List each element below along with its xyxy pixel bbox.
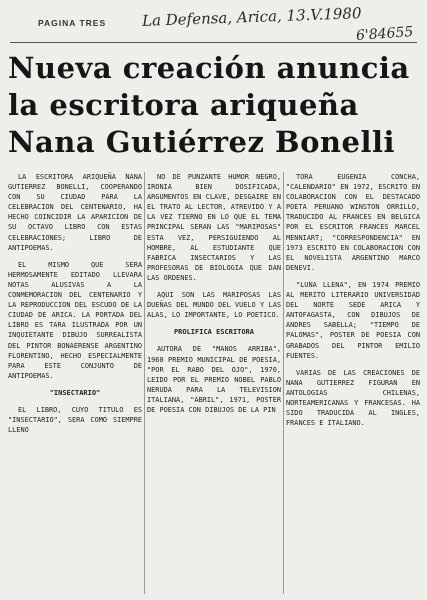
paragraph: VARIAS DE LAS CREACIONES DE NANA GUTIERREZ FIGURAN EN ANTOLOGIAS CHILENAS, NORTEAMERICANAS Y FRANCESAS. HA SIDO TRADUCIDA AL INGLES, FRANCES E ITALIANO. bbox=[286, 368, 420, 428]
paragraph: LA ESCRITORA ARIQUEÑA NANA GUTIERREZ BONELLI, COOPERANDO CON SU CIUDAD PARA LA CELEBRACION DEL CENTENARIO, HA HECHO COINCIDIR LA APARICION DE SU OCTAVO LIBRO CON ESTAS CELEBRACIONES; LIBRO DE ANTIPOEMAS. bbox=[8, 173, 142, 252]
column-2 bbox=[147, 172, 281, 422]
subheading: PROLIFICA ESCRITORA bbox=[173, 328, 255, 337]
headline-line-1: Nueva creación anuncia bbox=[8, 51, 410, 85]
page-label: PAGINA TRES bbox=[38, 18, 107, 28]
column-1 bbox=[8, 172, 142, 442]
paragraph: "LUNA LLENA", EN 1974 PREMIO AL MERITO LITERARIO UNIVERSIDAD DEL NORTE SEDE ARICA Y ANTOFAGASTA, CON DIBUJOS DE ANDRES SABELLA; "TIEMPO DE PALOMAS", POSTER DE POESIA CON GRABADOS DEL PINTOR EMILIO FUENTES. bbox=[286, 280, 420, 360]
paragraph: AUTORA DE "MANOS ARRIBA", 1968 PREMIO MUNICIPAL DE POESIA, "POR EL RABO DEL OJO", 1970, LEIDO POR EL PREMIO NOBEL PABLO NERUDA PARA LA TELEVISION ITALIANA, "ABRIL", 1971, POSTER DE POESIA CON DIBUJOS DE LA PIN bbox=[147, 345, 281, 414]
paragraph: EL LIBRO, CUYO TITULO ES "INSECTARIO", SERA COMO SIEMPRE LLENO bbox=[8, 405, 142, 435]
headline-line-3: Nana Gutiérrez Bonelli bbox=[8, 125, 395, 159]
column-divider bbox=[144, 172, 145, 594]
subheading: "INSECTARIO" bbox=[49, 388, 101, 397]
paragraph: EL MISMO QUE SERA HERMOSAMENTE EDITADO LLEVARA NOTAS ALUSIVAS A LA CONMEMORACION DEL CENTENARIO Y LA REPRODUCCION DEL ESCUDO DE LA CIUDAD DE ARICA. LA PORTADA DEL LIBRO ES TARA ILUSTRADA POR UN INQUIETANTE DIBUJO SURREALISTA DEL PINTOR BONAERENSE ARGENTINO FLORENTINO, HECHO ESPECIALMENTE PARA ESTE CONJUNTO DE ANTIPOEMAS. bbox=[8, 260, 142, 380]
column-3 bbox=[286, 172, 420, 435]
handwritten-source-note: La Defensa, Arica, 13.V.1980 bbox=[141, 4, 362, 30]
handwritten-serial-number: 6'84655 bbox=[355, 24, 414, 44]
paragraph: AQUI SON LAS MARIPOSAS LAS DUEÑAS DEL MUNDO DEL VUELO Y LAS ALAS, LO IMPORTANTE, LO POETICO. bbox=[147, 291, 281, 320]
paragraph: TORA EUGENIA CONCHA, "CALENDARIO" EN 1972, ESCRITO EN COLABORACION CON EL DESTACADO POETA PERUANO WINSTON ORRILLO, TRADUCIDO AL FRANCES EN BELGICA POR EL ESCRITOR FRANCES MARCEL MENNIART; "CORRESPONDENCIA" EN 1973 ESCRITO EN COLABORACION CON EL NOVELISTA ARGENTINO MARCO DENEVI. bbox=[286, 173, 420, 272]
headline-line-2: la escritora ariqueña bbox=[8, 88, 359, 122]
article-body bbox=[6, 172, 422, 597]
paragraph: NO DE PUNZANTE HUMOR NEGRO, IRONIA BIEN DOSIFICADA, ARGUMENTOS EN CLAVE, DESGAIRE EN EL TRATO AL LECTOR, ATREVIDO Y A LA VEZ TIERNO EN LO QUE EL TEMA PRINCIPAL SERAN LAS "MARIPOSAS" ESTA VEZ, PERSIGUIENDO AL HOMBRE, AL ESTUDIANTE QUE FABRICA INSECTARIOS Y LAS PROFESORAS DE BIOLOGIA QUE DAN LAS ORDENES. bbox=[147, 173, 281, 282]
header-divider bbox=[10, 42, 417, 43]
column-divider bbox=[283, 172, 284, 594]
headline bbox=[8, 50, 423, 161]
